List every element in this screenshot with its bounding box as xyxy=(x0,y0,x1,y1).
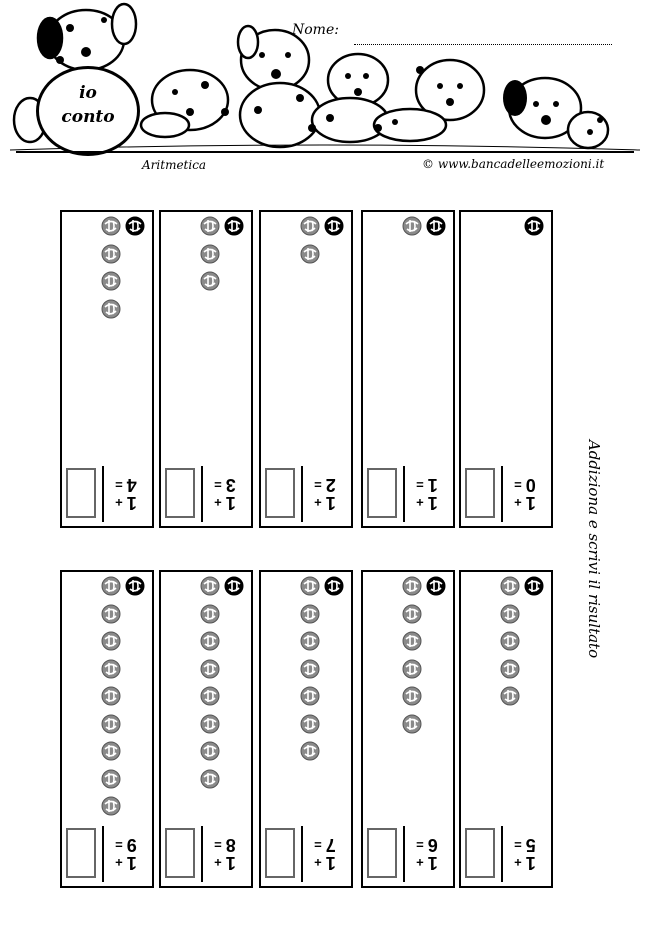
gray-soccer-ball-icon xyxy=(200,576,220,596)
second-addend: 6 xyxy=(427,835,438,855)
first-addend: 1 xyxy=(126,493,137,513)
operator-column xyxy=(115,836,123,872)
first-addend: 1 xyxy=(325,853,336,873)
gray-soccer-ball-icon xyxy=(300,604,320,624)
gray-soccer-ball-icon xyxy=(402,631,422,651)
operand-column xyxy=(326,836,336,872)
equation xyxy=(307,466,343,522)
name-label: Nome: xyxy=(292,22,339,38)
equation xyxy=(307,826,343,882)
answer-box[interactable] xyxy=(265,828,295,878)
gray-soccer-ball-icon xyxy=(200,271,220,291)
gray-soccer-ball-icon xyxy=(200,216,220,236)
second-addend: 8 xyxy=(225,835,236,855)
equation xyxy=(409,466,445,522)
answer-box[interactable] xyxy=(465,468,495,518)
second-addend: 0 xyxy=(525,475,536,495)
black-soccer-ball-icon xyxy=(324,576,344,596)
gray-soccer-ball-icon xyxy=(300,714,320,734)
gray-soccer-ball-icon xyxy=(500,659,520,679)
equation xyxy=(207,826,243,882)
first-addend: 1 xyxy=(225,853,236,873)
gray-soccer-ball-icon xyxy=(101,576,121,596)
gray-soccer-ball-icon xyxy=(101,741,121,761)
gray-soccer-ball-icon xyxy=(300,659,320,679)
equals-sign: = xyxy=(314,477,322,493)
logo-line-2: conto xyxy=(61,107,115,127)
equals-sign: = xyxy=(514,837,522,853)
second-addend: 2 xyxy=(325,475,336,495)
equation-text xyxy=(115,836,137,872)
equals-sign: = xyxy=(314,837,322,853)
gray-soccer-ball-icon xyxy=(200,769,220,789)
equation-divider xyxy=(403,466,405,522)
gray-soccer-ball-icon xyxy=(402,216,422,236)
gray-soccer-ball-icon xyxy=(200,686,220,706)
answer-box[interactable] xyxy=(165,468,195,518)
black-soccer-ball-icon xyxy=(224,216,244,236)
gray-soccer-ball-icon xyxy=(101,796,121,816)
second-addend: 4 xyxy=(126,475,137,495)
operator-column xyxy=(416,836,424,872)
equals-sign: = xyxy=(416,837,424,853)
subject-label: Aritmetica xyxy=(142,158,207,172)
gray-soccer-ball-icon xyxy=(300,741,320,761)
second-addend: 9 xyxy=(126,835,137,855)
gray-soccer-ball-icon xyxy=(200,244,220,264)
exercise-card xyxy=(60,210,154,528)
answer-box[interactable] xyxy=(367,468,397,518)
equation-text xyxy=(416,836,438,872)
operand-column xyxy=(326,476,336,512)
gray-soccer-ball-icon xyxy=(402,604,422,624)
black-soccer-ball-icon xyxy=(324,216,344,236)
plus-sign: + xyxy=(514,495,522,511)
operand-column xyxy=(127,836,137,872)
gray-soccer-ball-icon xyxy=(500,576,520,596)
equation-divider xyxy=(501,826,503,882)
answer-box[interactable] xyxy=(465,828,495,878)
equals-sign: = xyxy=(514,477,522,493)
operator-column xyxy=(314,836,322,872)
gray-soccer-ball-icon xyxy=(101,659,121,679)
equation-text xyxy=(514,476,536,512)
plus-sign: + xyxy=(514,855,522,871)
exercise-card xyxy=(361,210,455,528)
plus-sign: + xyxy=(416,495,424,511)
answer-box[interactable] xyxy=(165,828,195,878)
equation xyxy=(409,826,445,882)
gray-soccer-ball-icon xyxy=(101,244,121,264)
equation-divider xyxy=(201,826,203,882)
black-soccer-ball-icon xyxy=(426,576,446,596)
gray-soccer-ball-icon xyxy=(101,271,121,291)
gray-soccer-ball-icon xyxy=(300,216,320,236)
operator-column xyxy=(314,476,322,512)
exercise-card xyxy=(459,210,553,528)
gray-soccer-ball-icon xyxy=(101,299,121,319)
equation-text xyxy=(514,836,536,872)
equation-divider xyxy=(301,466,303,522)
plus-sign: + xyxy=(314,495,322,511)
second-addend: 1 xyxy=(427,475,438,495)
equation-text xyxy=(115,476,137,512)
operator-column xyxy=(416,476,424,512)
equation xyxy=(507,826,543,882)
name-write-line[interactable] xyxy=(354,44,612,45)
equals-sign: = xyxy=(416,477,424,493)
operand-column xyxy=(127,476,137,512)
operand-column xyxy=(526,476,536,512)
exercise-card xyxy=(361,570,455,888)
answer-box[interactable] xyxy=(66,468,96,518)
plus-sign: + xyxy=(416,855,424,871)
gray-soccer-ball-icon xyxy=(300,631,320,651)
gray-soccer-ball-icon xyxy=(101,769,121,789)
gray-soccer-ball-icon xyxy=(402,576,422,596)
black-soccer-ball-icon xyxy=(224,576,244,596)
black-soccer-ball-icon xyxy=(125,216,145,236)
gray-soccer-ball-icon xyxy=(101,604,121,624)
equation xyxy=(108,466,144,522)
first-addend: 1 xyxy=(225,493,236,513)
black-soccer-ball-icon xyxy=(125,576,145,596)
black-soccer-ball-icon xyxy=(524,216,544,236)
operand-column xyxy=(428,836,438,872)
gray-soccer-ball-icon xyxy=(402,659,422,679)
second-addend: 3 xyxy=(225,475,236,495)
gray-soccer-ball-icon xyxy=(200,604,220,624)
plus-sign: + xyxy=(115,495,123,511)
first-addend: 1 xyxy=(427,493,438,513)
equals-sign: = xyxy=(214,837,222,853)
gray-soccer-ball-icon xyxy=(101,686,121,706)
equation-text xyxy=(314,836,336,872)
equation xyxy=(207,466,243,522)
header-divider xyxy=(16,151,634,153)
plus-sign: + xyxy=(214,495,222,511)
plus-sign: + xyxy=(214,855,222,871)
equation-text xyxy=(416,476,438,512)
operand-column xyxy=(526,836,536,872)
logo-line-1: io xyxy=(79,83,97,103)
equation-divider xyxy=(403,826,405,882)
gray-soccer-ball-icon xyxy=(500,686,520,706)
second-addend: 5 xyxy=(525,835,536,855)
gray-soccer-ball-icon xyxy=(200,741,220,761)
worksheet-header xyxy=(0,0,650,180)
gray-soccer-ball-icon xyxy=(300,244,320,264)
first-addend: 1 xyxy=(126,853,137,873)
exercise-card xyxy=(159,570,253,888)
equation-text xyxy=(214,476,236,512)
equals-sign: = xyxy=(214,477,222,493)
black-soccer-ball-icon xyxy=(524,576,544,596)
gray-soccer-ball-icon xyxy=(300,686,320,706)
exercise-card xyxy=(60,570,154,888)
copyright-notice: © www.bancadelleemozioni.it xyxy=(422,157,605,171)
exercise-card xyxy=(259,570,353,888)
exercise-card xyxy=(259,210,353,528)
equation xyxy=(108,826,144,882)
operator-column xyxy=(214,476,222,512)
equation-divider xyxy=(102,826,104,882)
first-addend: 1 xyxy=(525,853,536,873)
answer-box[interactable] xyxy=(66,828,96,878)
black-soccer-ball-icon xyxy=(426,216,446,236)
equation-divider xyxy=(501,466,503,522)
equation-text xyxy=(214,836,236,872)
first-addend: 1 xyxy=(427,853,438,873)
equals-sign: = xyxy=(115,477,123,493)
io-conto-logo xyxy=(36,66,140,156)
plus-sign: + xyxy=(115,855,123,871)
second-addend: 7 xyxy=(325,835,336,855)
exercise-card xyxy=(459,570,553,888)
operator-column xyxy=(514,836,522,872)
equation-text xyxy=(314,476,336,512)
plus-sign: + xyxy=(314,855,322,871)
operand-column xyxy=(226,476,236,512)
operand-column xyxy=(226,836,236,872)
gray-soccer-ball-icon xyxy=(101,714,121,734)
equation xyxy=(507,466,543,522)
exercise-card xyxy=(159,210,253,528)
instruction-text: Addiziona e scrivi il risultato xyxy=(585,439,603,659)
gray-soccer-ball-icon xyxy=(402,714,422,734)
first-addend: 1 xyxy=(325,493,336,513)
equation-divider xyxy=(201,466,203,522)
gray-soccer-ball-icon xyxy=(402,686,422,706)
gray-soccer-ball-icon xyxy=(101,216,121,236)
equation-divider xyxy=(102,466,104,522)
operator-column xyxy=(514,476,522,512)
gray-soccer-ball-icon xyxy=(500,604,520,624)
first-addend: 1 xyxy=(525,493,536,513)
gray-soccer-ball-icon xyxy=(200,631,220,651)
gray-soccer-ball-icon xyxy=(200,714,220,734)
gray-soccer-ball-icon xyxy=(101,631,121,651)
operator-column xyxy=(214,836,222,872)
gray-soccer-ball-icon xyxy=(200,659,220,679)
gray-soccer-ball-icon xyxy=(500,631,520,651)
gray-soccer-ball-icon xyxy=(300,576,320,596)
operand-column xyxy=(428,476,438,512)
operator-column xyxy=(115,476,123,512)
equation-divider xyxy=(301,826,303,882)
answer-box[interactable] xyxy=(367,828,397,878)
answer-box[interactable] xyxy=(265,468,295,518)
equals-sign: = xyxy=(115,837,123,853)
